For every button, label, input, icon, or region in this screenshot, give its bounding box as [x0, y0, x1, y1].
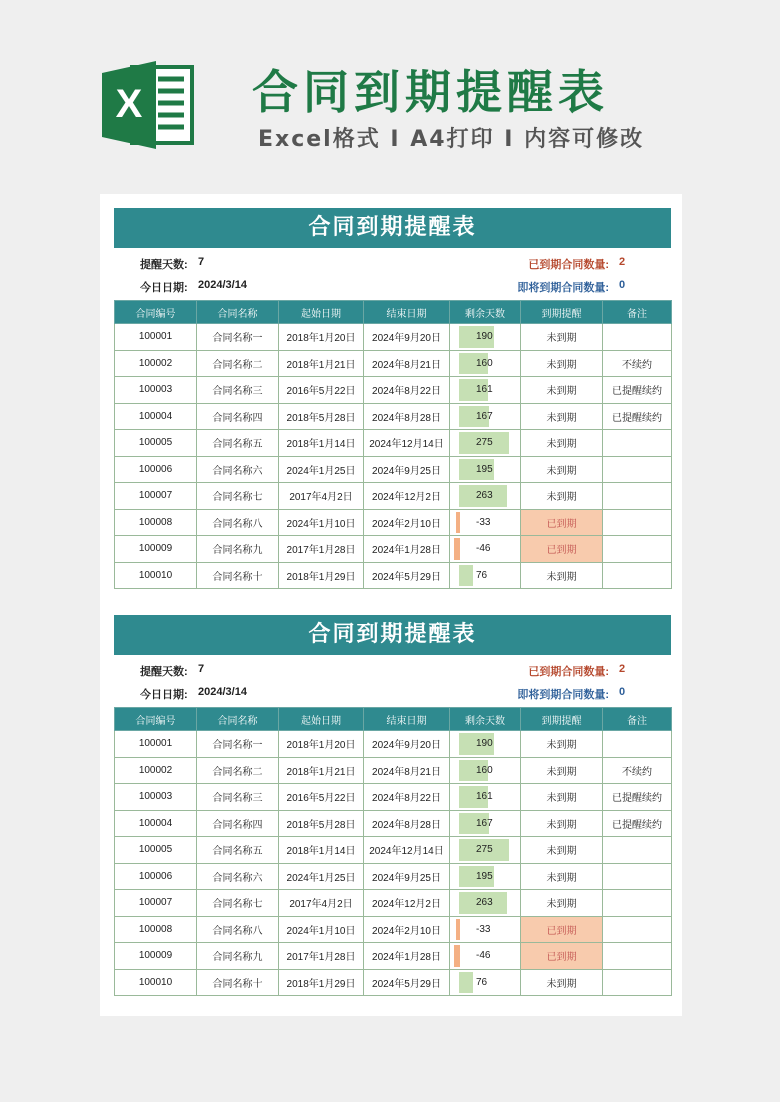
remaining-days-cell[interactable] — [450, 969, 521, 996]
data-bar — [459, 565, 473, 587]
remaining-days-value: 160 — [476, 357, 493, 369]
excel-logo-icon — [98, 55, 198, 155]
contract-id-cell[interactable]: 100007 — [115, 890, 197, 917]
note-cell[interactable] — [603, 863, 672, 890]
expired-count-label: 已到期合同数量: — [528, 666, 609, 678]
data-bar — [454, 945, 460, 967]
data-bar — [454, 538, 460, 560]
expiry-status-cell[interactable]: 未到期 — [521, 324, 603, 351]
note-cell[interactable]: 已提醒续约 — [603, 784, 672, 811]
contract-name-cell[interactable]: 合同名称二 — [197, 350, 279, 377]
note-cell[interactable] — [603, 837, 672, 864]
table-row[interactable] — [115, 916, 672, 943]
column-header[interactable]: 合同名称 — [197, 301, 279, 324]
page-header — [0, 0, 780, 190]
remaining-days-cell[interactable] — [450, 757, 521, 784]
remaining-days-cell[interactable] — [450, 430, 521, 457]
remaining-days-cell[interactable] — [450, 509, 521, 536]
expiry-status-cell[interactable]: 未到期 — [521, 562, 603, 589]
remaining-days-cell[interactable] — [450, 562, 521, 589]
start-date-cell[interactable]: 2024年1月10日 — [279, 509, 364, 536]
contract-name-cell[interactable]: 合同名称八 — [197, 509, 279, 536]
contract-name-cell[interactable]: 合同名称一 — [197, 731, 279, 758]
remaining-days-cell[interactable] — [450, 731, 521, 758]
start-date-cell[interactable]: 2024年1月25日 — [279, 863, 364, 890]
expired-count-value: 2 — [619, 256, 626, 268]
end-date-cell[interactable]: 2024年12月2日 — [364, 890, 450, 917]
remaining-days-cell[interactable] — [450, 536, 521, 563]
upcoming-count-value: 0 — [619, 279, 626, 291]
remaining-days-cell[interactable] — [450, 810, 521, 837]
remaining-days-cell[interactable] — [450, 350, 521, 377]
table-row[interactable] — [115, 837, 672, 864]
contract-id-cell[interactable]: 100002 — [115, 757, 197, 784]
start-date-cell[interactable]: 2016年5月22日 — [279, 784, 364, 811]
table-row[interactable] — [115, 536, 672, 563]
end-date-cell[interactable]: 2024年8月22日 — [364, 377, 450, 404]
page-subtitle: Excel格式 I A4打印 I 内容可修改 — [258, 127, 645, 152]
start-date-cell[interactable]: 2018年1月21日 — [279, 350, 364, 377]
summary-area — [114, 248, 671, 300]
end-date-cell[interactable]: 2024年8月21日 — [364, 757, 450, 784]
remaining-days-value: 275 — [476, 844, 493, 855]
remaining-days-value: -33 — [476, 516, 491, 528]
end-date-cell[interactable]: 2024年1月28日 — [364, 943, 450, 970]
contract-name-cell[interactable]: 合同名称九 — [197, 943, 279, 970]
end-date-cell[interactable]: 2024年8月28日 — [364, 810, 450, 837]
contract-name-cell[interactable]: 合同名称五 — [197, 837, 279, 864]
end-date-cell[interactable]: 2024年12月14日 — [364, 430, 450, 457]
expiry-status-cell[interactable]: 未到期 — [521, 430, 603, 457]
end-date-cell[interactable]: 2024年8月21日 — [364, 350, 450, 377]
expiry-status-cell[interactable]: 未到期 — [521, 810, 603, 837]
remaining-days-cell[interactable] — [450, 837, 521, 864]
contract-id-cell[interactable]: 100005 — [115, 430, 197, 457]
start-date-cell[interactable]: 2018年1月21日 — [279, 757, 364, 784]
contract-id-cell[interactable]: 100006 — [115, 863, 197, 890]
end-date-cell[interactable]: 2024年12月2日 — [364, 483, 450, 510]
reminder-table-block — [114, 615, 671, 996]
column-header[interactable]: 合同名称 — [197, 708, 279, 731]
column-header[interactable]: 结束日期 — [364, 301, 450, 324]
column-header[interactable]: 到期提醒 — [521, 708, 603, 731]
svg-text:X: X — [115, 82, 143, 126]
note-cell[interactable] — [603, 562, 672, 589]
upcoming-count-label: 即将到期合同数量: — [517, 282, 609, 294]
remaining-days-value: 263 — [476, 490, 493, 501]
start-date-cell[interactable]: 2024年1月25日 — [279, 456, 364, 483]
start-date-cell[interactable]: 2018年1月20日 — [279, 324, 364, 351]
contract-name-cell[interactable]: 合同名称十 — [197, 562, 279, 589]
column-header[interactable]: 合同编号 — [115, 708, 197, 731]
note-cell[interactable] — [603, 890, 672, 917]
column-header[interactable]: 备注 — [603, 708, 672, 731]
note-cell[interactable] — [603, 509, 672, 536]
expiry-status-cell[interactable]: 未到期 — [521, 483, 603, 510]
remaining-days-value: 195 — [476, 870, 493, 882]
start-date-cell[interactable]: 2018年5月28日 — [279, 810, 364, 837]
summary-area — [114, 655, 671, 707]
contract-id-cell[interactable]: 100008 — [115, 509, 197, 536]
remaining-days-cell[interactable] — [450, 377, 521, 404]
expiry-status-cell[interactable]: 未到期 — [521, 969, 603, 996]
remaining-days-value: 263 — [476, 897, 493, 908]
expiry-status-cell[interactable]: 未到期 — [521, 784, 603, 811]
end-date-cell[interactable]: 2024年9月25日 — [364, 863, 450, 890]
today-value[interactable]: 2024/3/14 — [198, 686, 247, 698]
contract-name-cell[interactable]: 合同名称四 — [197, 810, 279, 837]
contract-id-cell[interactable]: 100010 — [115, 562, 197, 589]
remaining-days-value: -33 — [476, 923, 491, 935]
remaining-days-cell[interactable] — [450, 863, 521, 890]
expiry-status-cell[interactable]: 已到期 — [521, 509, 603, 536]
remaining-days-value: 76 — [476, 976, 488, 988]
contract-name-cell[interactable]: 合同名称八 — [197, 916, 279, 943]
remaining-days-cell[interactable] — [450, 324, 521, 351]
note-cell[interactable] — [603, 430, 672, 457]
end-date-cell[interactable]: 2024年2月10日 — [364, 509, 450, 536]
data-bar — [456, 512, 460, 534]
column-header[interactable]: 结束日期 — [364, 708, 450, 731]
remaining-days-cell[interactable] — [450, 403, 521, 430]
end-date-cell[interactable]: 2024年9月25日 — [364, 456, 450, 483]
today-label: 今日日期: — [140, 282, 188, 294]
contract-id-cell[interactable]: 100005 — [115, 837, 197, 864]
contract-id-cell[interactable]: 100001 — [115, 731, 197, 758]
expiry-status-cell[interactable]: 已到期 — [521, 943, 603, 970]
expiry-status-cell[interactable]: 未到期 — [521, 863, 603, 890]
contract-id-cell[interactable]: 100007 — [115, 483, 197, 510]
remind-days-label: 提醒天数: — [140, 666, 188, 678]
expiry-status-cell[interactable]: 未到期 — [521, 377, 603, 404]
remaining-days-value: 190 — [476, 738, 493, 749]
today-label: 今日日期: — [140, 689, 188, 701]
remaining-days-value: 275 — [476, 437, 493, 448]
today-value[interactable]: 2024/3/14 — [198, 279, 247, 291]
table-row[interactable] — [115, 430, 672, 457]
table-row[interactable] — [115, 731, 672, 758]
start-date-cell[interactable]: 2017年4月2日 — [279, 483, 364, 510]
table-row[interactable] — [115, 456, 672, 483]
table-body — [115, 324, 672, 589]
remaining-days-value: 167 — [476, 817, 493, 829]
contract-name-cell[interactable]: 合同名称二 — [197, 757, 279, 784]
table-header-row — [115, 708, 672, 731]
end-date-cell[interactable]: 2024年9月20日 — [364, 324, 450, 351]
remaining-days-value: 195 — [476, 463, 493, 475]
contract-table — [114, 300, 672, 589]
contract-id-cell[interactable]: 100003 — [115, 784, 197, 811]
end-date-cell[interactable]: 2024年9月20日 — [364, 731, 450, 758]
expiry-status-cell[interactable]: 已到期 — [521, 536, 603, 563]
end-date-cell[interactable]: 2024年2月10日 — [364, 916, 450, 943]
start-date-cell[interactable]: 2016年5月22日 — [279, 377, 364, 404]
column-header[interactable]: 合同编号 — [115, 301, 197, 324]
end-date-cell[interactable]: 2024年12月14日 — [364, 837, 450, 864]
start-date-cell[interactable]: 2018年1月29日 — [279, 969, 364, 996]
table-row[interactable] — [115, 969, 672, 996]
remind-days-label: 提醒天数: — [140, 259, 188, 271]
contract-id-cell[interactable]: 100009 — [115, 943, 197, 970]
contract-name-cell[interactable]: 合同名称七 — [197, 890, 279, 917]
note-cell[interactable]: 已提醒续约 — [603, 377, 672, 404]
start-date-cell[interactable]: 2017年4月2日 — [279, 890, 364, 917]
end-date-cell[interactable]: 2024年5月29日 — [364, 562, 450, 589]
data-bar — [456, 919, 460, 941]
remaining-days-cell[interactable] — [450, 456, 521, 483]
start-date-cell[interactable]: 2018年1月14日 — [279, 837, 364, 864]
note-cell[interactable] — [603, 536, 672, 563]
table-row[interactable] — [115, 890, 672, 917]
expiry-status-cell[interactable]: 未到期 — [521, 350, 603, 377]
table-row[interactable] — [115, 483, 672, 510]
table-row[interactable] — [115, 562, 672, 589]
remind-days-value[interactable]: 7 — [198, 256, 205, 268]
contract-id-cell[interactable]: 100004 — [115, 810, 197, 837]
contract-id-cell[interactable]: 100008 — [115, 916, 197, 943]
data-bar — [459, 972, 473, 994]
table-row[interactable] — [115, 350, 672, 377]
remaining-days-value: 190 — [476, 331, 493, 342]
contract-id-cell[interactable]: 100004 — [115, 403, 197, 430]
start-date-cell[interactable]: 2018年1月29日 — [279, 562, 364, 589]
remind-days-value[interactable]: 7 — [198, 663, 205, 675]
start-date-cell[interactable]: 2018年5月28日 — [279, 403, 364, 430]
contract-name-cell[interactable]: 合同名称十 — [197, 969, 279, 996]
remaining-days-value: 161 — [476, 791, 493, 802]
table-row[interactable] — [115, 784, 672, 811]
expired-count-value: 2 — [619, 663, 626, 675]
page-title: 合同到期提醒表 — [252, 65, 609, 119]
column-header[interactable]: 剩余天数 — [450, 301, 521, 324]
note-cell[interactable] — [603, 943, 672, 970]
expired-count-label: 已到期合同数量: — [528, 259, 609, 271]
contract-id-cell[interactable]: 100002 — [115, 350, 197, 377]
upcoming-count-value: 0 — [619, 686, 626, 698]
contract-name-cell[interactable]: 合同名称四 — [197, 403, 279, 430]
expiry-status-cell[interactable]: 未到期 — [521, 890, 603, 917]
table-row[interactable] — [115, 403, 672, 430]
column-header[interactable]: 起始日期 — [279, 708, 364, 731]
remaining-days-value: 160 — [476, 764, 493, 776]
remaining-days-cell[interactable] — [450, 943, 521, 970]
remaining-days-cell[interactable] — [450, 916, 521, 943]
table-row[interactable] — [115, 509, 672, 536]
contract-name-cell[interactable]: 合同名称九 — [197, 536, 279, 563]
contract-id-cell[interactable]: 100009 — [115, 536, 197, 563]
note-cell[interactable] — [603, 456, 672, 483]
remaining-days-value: 161 — [476, 384, 493, 395]
expiry-status-cell[interactable]: 未到期 — [521, 731, 603, 758]
note-cell[interactable]: 已提醒续约 — [603, 810, 672, 837]
remaining-days-cell[interactable] — [450, 483, 521, 510]
end-date-cell[interactable]: 2024年8月22日 — [364, 784, 450, 811]
column-header[interactable]: 到期提醒 — [521, 301, 603, 324]
table-body — [115, 731, 672, 996]
remaining-days-value: -46 — [476, 543, 491, 554]
contract-name-cell[interactable]: 合同名称三 — [197, 377, 279, 404]
remaining-days-cell[interactable] — [450, 784, 521, 811]
remaining-days-value: -46 — [476, 950, 491, 961]
table-row[interactable] — [115, 757, 672, 784]
expiry-status-cell[interactable]: 未到期 — [521, 456, 603, 483]
table-row[interactable] — [115, 863, 672, 890]
end-date-cell[interactable]: 2024年1月28日 — [364, 536, 450, 563]
expiry-status-cell[interactable]: 已到期 — [521, 916, 603, 943]
end-date-cell[interactable]: 2024年8月28日 — [364, 403, 450, 430]
table-title: 合同到期提醒表 — [114, 208, 671, 248]
table-row[interactable] — [115, 377, 672, 404]
start-date-cell[interactable]: 2017年1月28日 — [279, 536, 364, 563]
table-row[interactable] — [115, 810, 672, 837]
remaining-days-cell[interactable] — [450, 890, 521, 917]
table-row[interactable] — [115, 943, 672, 970]
column-header[interactable]: 剩余天数 — [450, 708, 521, 731]
contract-id-cell[interactable]: 100006 — [115, 456, 197, 483]
start-date-cell[interactable]: 2018年1月14日 — [279, 430, 364, 457]
note-cell[interactable] — [603, 324, 672, 351]
reminder-table-block — [114, 208, 671, 589]
note-cell[interactable]: 已提醒续约 — [603, 403, 672, 430]
contract-name-cell[interactable]: 合同名称六 — [197, 863, 279, 890]
remaining-days-value: 167 — [476, 410, 493, 422]
note-cell[interactable] — [603, 483, 672, 510]
contract-name-cell[interactable]: 合同名称五 — [197, 430, 279, 457]
expiry-status-cell[interactable]: 未到期 — [521, 403, 603, 430]
start-date-cell[interactable]: 2024年1月10日 — [279, 916, 364, 943]
note-cell[interactable] — [603, 969, 672, 996]
column-header[interactable]: 备注 — [603, 301, 672, 324]
contract-id-cell[interactable]: 100010 — [115, 969, 197, 996]
contract-name-cell[interactable]: 合同名称六 — [197, 456, 279, 483]
start-date-cell[interactable]: 2018年1月20日 — [279, 731, 364, 758]
spreadsheet-page — [100, 194, 682, 1016]
column-header[interactable]: 起始日期 — [279, 301, 364, 324]
contract-table — [114, 707, 672, 996]
upcoming-count-label: 即将到期合同数量: — [517, 689, 609, 701]
end-date-cell[interactable]: 2024年5月29日 — [364, 969, 450, 996]
contract-name-cell[interactable]: 合同名称七 — [197, 483, 279, 510]
note-cell[interactable]: 不续约 — [603, 350, 672, 377]
start-date-cell[interactable]: 2017年1月28日 — [279, 943, 364, 970]
note-cell[interactable] — [603, 916, 672, 943]
contract-id-cell[interactable]: 100003 — [115, 377, 197, 404]
table-title: 合同到期提醒表 — [114, 615, 671, 655]
table-row[interactable] — [115, 324, 672, 351]
contract-id-cell[interactable]: 100001 — [115, 324, 197, 351]
contract-name-cell[interactable]: 合同名称三 — [197, 784, 279, 811]
contract-name-cell[interactable]: 合同名称一 — [197, 324, 279, 351]
note-cell[interactable] — [603, 731, 672, 758]
note-cell[interactable]: 不续约 — [603, 757, 672, 784]
table-header-row — [115, 301, 672, 324]
remaining-days-value: 76 — [476, 569, 488, 581]
expiry-status-cell[interactable]: 未到期 — [521, 757, 603, 784]
expiry-status-cell[interactable]: 未到期 — [521, 837, 603, 864]
